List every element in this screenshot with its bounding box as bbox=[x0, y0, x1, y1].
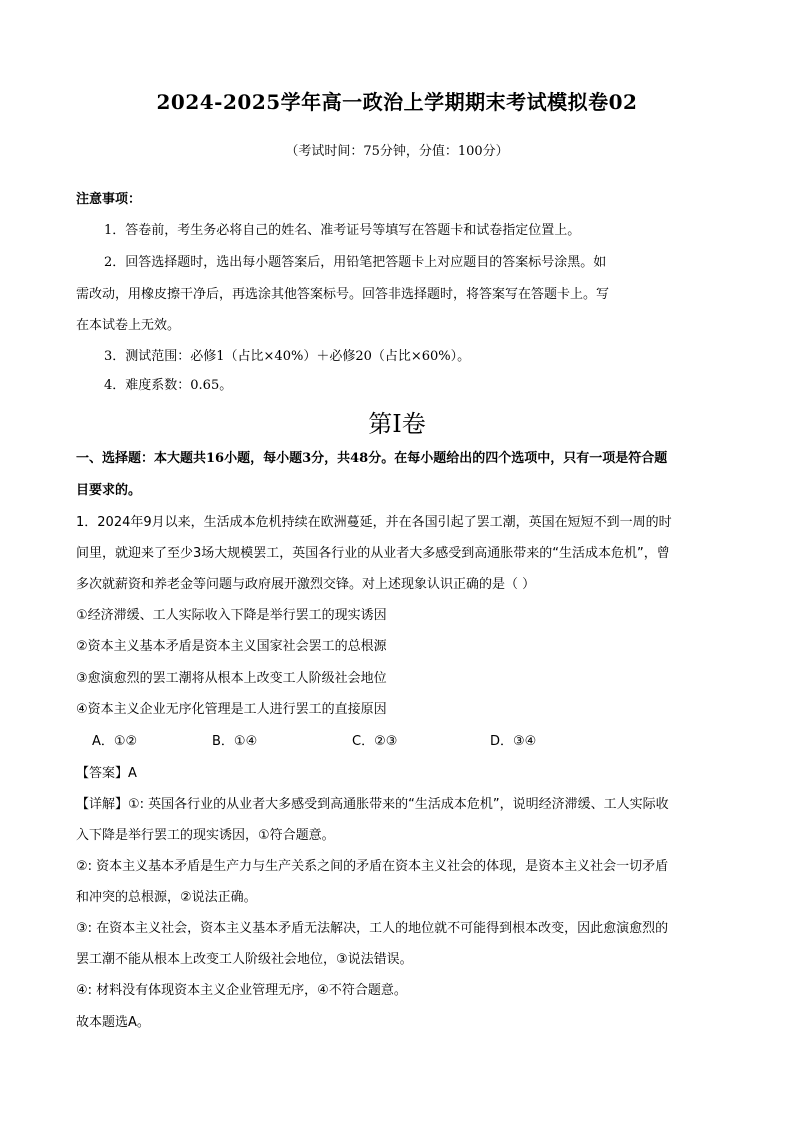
explanation-4: ④: 材料没有体现资本主义企业管理无序，④不符合题意。 bbox=[76, 983, 407, 998]
explanation-3-line-2: 罢工潮不能从根本上改变工人阶级社会地位，③说法错误。 bbox=[76, 952, 413, 967]
notice-item-2-line-2: 需改动，用橡皮擦干净后，再选涂其他答案标号。回答非选择题时，将答案写在答题卡上。写 bbox=[76, 287, 610, 302]
notice-item-2-line-3: 在本试卷上无效。 bbox=[76, 318, 181, 333]
option-c: C．②③ bbox=[352, 734, 398, 749]
statement-3: ③愈演愈烈的罢工潮将从根本上改变工人阶级社会地位 bbox=[76, 671, 387, 686]
exam-duration-info: （考试时间：75分钟，分值：100分） bbox=[285, 144, 509, 159]
statement-2: ②资本主义基本矛盾是资本主义国家社会罢工的总根源 bbox=[76, 639, 387, 654]
explanation-2-line-2: 和冲突的总根源，②说法正确。 bbox=[76, 890, 257, 905]
conclusion: 故本题选A。 bbox=[76, 1015, 150, 1030]
notice-item-1: 1．答卷前，考生务必将自己的姓名、准考证号等填写在答题卡和试卷指定位置上。 bbox=[104, 223, 581, 238]
page-title: 2024-2025学年高一政治上学期期末考试模拟卷02 bbox=[156, 90, 638, 114]
option-a: A．①② bbox=[92, 734, 138, 749]
question-stem-line-3: 多次就薪资和养老金等问题与政府展开激烈交锋。对上述现象认识正确的是（ ） bbox=[76, 577, 536, 592]
question-stem-line-1: 1．2024年9月以来，生活成本危机持续在欧洲蔓延，并在各国引起了罢工潮，英国在短短不到一周的时 bbox=[76, 515, 672, 530]
statement-1: ①经济滞缓、工人实际收入下降是举行罢工的现实诱因 bbox=[76, 608, 387, 623]
answer-label: 【答案】A bbox=[76, 766, 137, 781]
statement-4: ④资本主义企业无序化管理是工人进行罢工的直接原因 bbox=[76, 702, 387, 717]
explanation-2-line-1: ②: 资本主义基本矛盾是生产力与生产关系之间的矛盾在资本主义社会的体现，是资本主义社会一切矛盾 bbox=[76, 859, 669, 874]
notice-item-2-line-1: 2．回答选择题时，选出每小题答案后，用铅笔把答题卡上对应题目的答案标号涂黑。如 bbox=[104, 255, 607, 270]
notice-heading: 注意事项： bbox=[76, 192, 142, 207]
explanation-1-line-2: 入下降是举行罢工的现实诱因，①符合题意。 bbox=[76, 828, 335, 843]
part-heading-line-1: 一、选择题：本大题共16小题，每小题3分，共48分。在每小题给出的四个选项中，只有一项是符合题 bbox=[76, 451, 668, 466]
question-stem-line-2: 间里，就迎来了至少3场大规模罢工，英国各行业的从业者大多感受到高通胀带来的“生活成本危机”，曾 bbox=[76, 546, 670, 561]
explanation-3-line-1: ③: 在资本主义社会，资本主义基本矛盾无法解决，工人的地位就不可能得到根本改变，因此愈演愈烈的 bbox=[76, 921, 669, 936]
option-b: B．①④ bbox=[212, 734, 258, 749]
notice-item-4: 4．难度系数：0.65。 bbox=[104, 378, 233, 393]
notice-item-3: 3．测试范围：必修1（占比×40%）＋必修20（占比×60%）。 bbox=[104, 349, 471, 364]
part-heading-line-2: 目要求的。 bbox=[76, 483, 142, 498]
option-d: D．③④ bbox=[490, 734, 537, 749]
explanation-1-line-1: 【详解】①: 英国各行业的从业者大多感受到高通胀带来的“生活成本危机”，说明经济滞缓、工人实际收 bbox=[76, 797, 669, 812]
section-title: 第Ⅰ卷 bbox=[368, 410, 426, 438]
